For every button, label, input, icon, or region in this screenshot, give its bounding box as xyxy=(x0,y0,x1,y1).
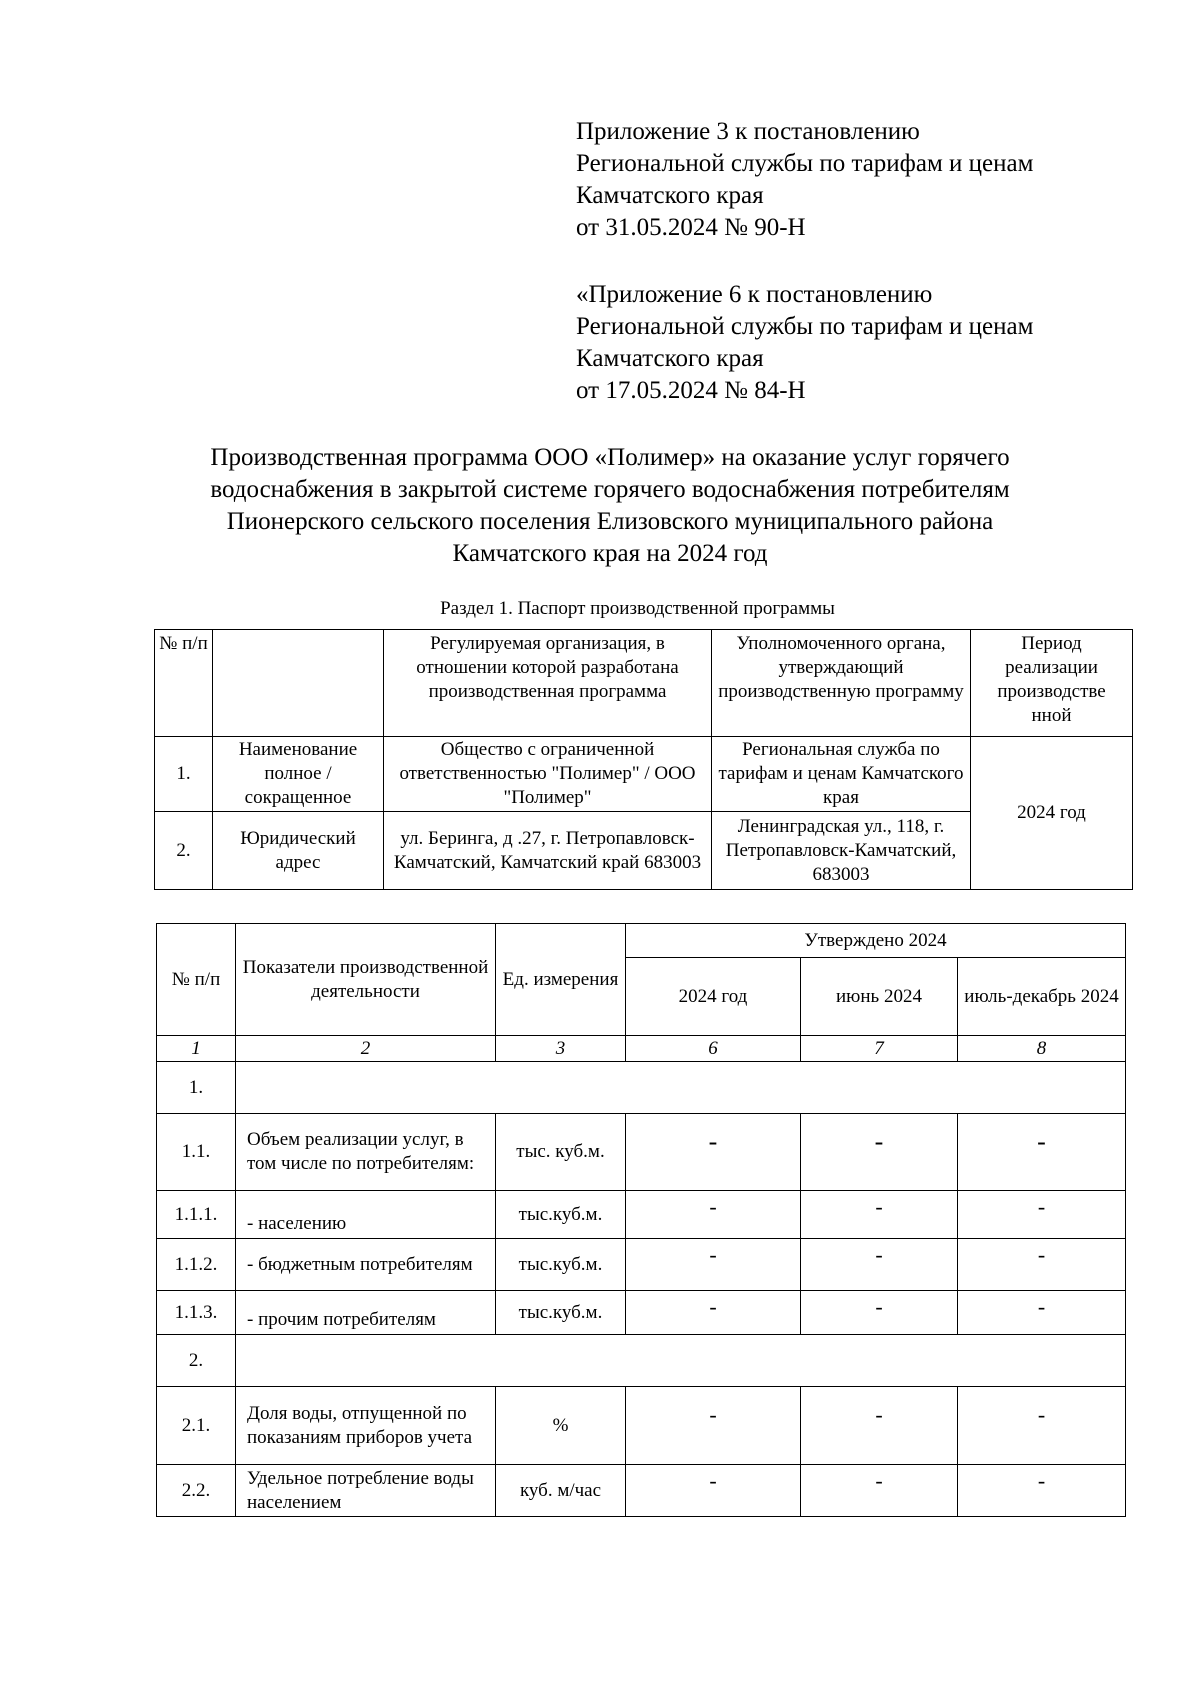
value-june: - xyxy=(801,1114,958,1191)
row-num: 2.2. xyxy=(157,1465,236,1517)
row-num: 1. xyxy=(155,737,213,812)
org-name: Общество с ограниченной ответственностью "Полимер" / ООО "Полимер" xyxy=(384,737,712,812)
section-row xyxy=(157,1335,1126,1387)
unit: куб. м/час xyxy=(496,1465,626,1517)
authority-address: Ленинградская ул., 118, г. Петропавловск-Камчатский, 683003 xyxy=(712,812,971,890)
indicators-header-row xyxy=(157,924,1126,958)
column-number: 8 xyxy=(958,1036,1126,1062)
col-header-num: № п/п xyxy=(155,630,213,737)
value-year: - xyxy=(626,1191,801,1239)
row-num: 2.1. xyxy=(157,1387,236,1465)
unit: тыс.куб.м. xyxy=(496,1239,626,1291)
unit: тыс.куб.м. xyxy=(496,1191,626,1239)
unit: % xyxy=(496,1387,626,1465)
authority-name: Региональная служба по тарифам и ценам Камчатского края xyxy=(712,737,971,812)
section-row-blank xyxy=(236,1335,1126,1387)
indicator-label: Объем реализации услуг, в том числе по потребителям: xyxy=(236,1114,496,1191)
indicator-label: - бюджетным потребителям xyxy=(236,1239,496,1291)
appendix-line: от 31.05.2024 № 90-Н xyxy=(576,214,806,241)
document-title-line: Производственная программа ООО «Полимер» на оказание услуг горячего xyxy=(210,444,1010,471)
col-header-year: 2024 год xyxy=(626,958,801,1036)
row-num: 1.1.3. xyxy=(157,1291,236,1335)
col-header-period: Период реализации производстве нной xyxy=(971,630,1133,737)
column-number: 7 xyxy=(801,1036,958,1062)
passport-header-row xyxy=(155,630,1133,737)
table-row xyxy=(157,1239,1126,1291)
indicator-label: Доля воды, отпущенной по показаниям приборов учета xyxy=(236,1387,496,1465)
value-july-dec: - xyxy=(958,1239,1126,1291)
table-row xyxy=(157,1114,1126,1191)
row-num: 2. xyxy=(155,812,213,890)
col-header-org: Регулируемая организация, в отношении которой разработана производственная программа xyxy=(384,630,712,737)
col-header-indicator: Показатели производственной деятельности xyxy=(236,924,496,1036)
value-june: - xyxy=(801,1291,958,1335)
col-header-num: № п/п xyxy=(157,924,236,1036)
row-num: 1.1.2. xyxy=(157,1239,236,1291)
value-july-dec: - xyxy=(958,1191,1126,1239)
document-title-line: водоснабжения в закрытой системе горячего водоснабжения потребителям xyxy=(210,476,1010,503)
row-num: 2. xyxy=(157,1335,236,1387)
appendix-previous-line: Региональной службы по тарифам и ценам xyxy=(576,313,1034,340)
passport-row xyxy=(155,737,1133,812)
value-year: - xyxy=(626,1114,801,1191)
value-year: - xyxy=(626,1291,801,1335)
value-year: - xyxy=(626,1239,801,1291)
appendix-previous-line: «Приложение 6 к постановлению xyxy=(576,281,933,308)
row-num: 1.1.1. xyxy=(157,1191,236,1239)
value-july-dec: - xyxy=(958,1387,1126,1465)
document-title-line: Пионерского сельского поселения Елизовского муниципального района xyxy=(226,508,994,535)
row-num: 1.1. xyxy=(157,1114,236,1191)
appendix-line: Приложение 3 к постановлению xyxy=(576,118,920,145)
appendix-previous-line: Камчатского края xyxy=(576,345,764,372)
value-june: - xyxy=(801,1387,958,1465)
indicators-table xyxy=(156,923,1126,1517)
document-title-line: Камчатского края на 2024 год xyxy=(452,540,768,567)
unit: тыс.куб.м. xyxy=(496,1291,626,1335)
indicator-label: - населению xyxy=(236,1191,496,1239)
section-row-blank xyxy=(236,1062,1126,1114)
col-header-june: июнь 2024 xyxy=(801,958,958,1036)
value-year: - xyxy=(626,1387,801,1465)
column-number: 3 xyxy=(496,1036,626,1062)
table-row xyxy=(157,1291,1126,1335)
col-header-authority: Уполномоченного органа, утверждающий производственную программу xyxy=(712,630,971,737)
passport-table xyxy=(154,629,1133,890)
appendix-line: Региональной службы по тарифам и ценам xyxy=(576,150,1034,177)
table-row xyxy=(157,1191,1126,1239)
indicator-label: - прочим потребителям xyxy=(236,1291,496,1335)
appendix-line: Камчатского края xyxy=(576,182,764,209)
unit: тыс. куб.м. xyxy=(496,1114,626,1191)
table-row xyxy=(157,1465,1126,1517)
col-header-blank xyxy=(213,630,384,737)
period-value: 2024 год xyxy=(971,737,1133,890)
column-numbers-row xyxy=(157,1036,1126,1062)
appendix-previous-line: от 17.05.2024 № 84-Н xyxy=(576,377,806,404)
table-row xyxy=(157,1387,1126,1465)
column-number: 6 xyxy=(626,1036,801,1062)
value-year: - xyxy=(626,1465,801,1517)
col-header-approved: Утверждено 2024 xyxy=(626,924,1126,958)
col-header-unit: Ед. измерения xyxy=(496,924,626,1036)
value-july-dec: - xyxy=(958,1291,1126,1335)
value-july-dec: - xyxy=(958,1465,1126,1517)
row-label: Юридический адрес xyxy=(213,812,384,890)
value-june: - xyxy=(801,1239,958,1291)
section-row xyxy=(157,1062,1126,1114)
column-number: 2 xyxy=(236,1036,496,1062)
value-june: - xyxy=(801,1191,958,1239)
org-address: ул. Беринга, д .27, г. Петропавловск-Камчатский, Камчатский край 683003 xyxy=(384,812,712,890)
col-header-july-dec: июль-декабрь 2024 xyxy=(958,958,1126,1036)
indicator-label: Удельное потребление воды населением xyxy=(236,1465,496,1517)
row-num: 1. xyxy=(157,1062,236,1114)
row-label: Наименование полное / сокращенное xyxy=(213,737,384,812)
value-july-dec: - xyxy=(958,1114,1126,1191)
column-number: 1 xyxy=(157,1036,236,1062)
section-caption: Раздел 1. Паспорт производственной программы xyxy=(440,598,835,619)
value-june: - xyxy=(801,1465,958,1517)
